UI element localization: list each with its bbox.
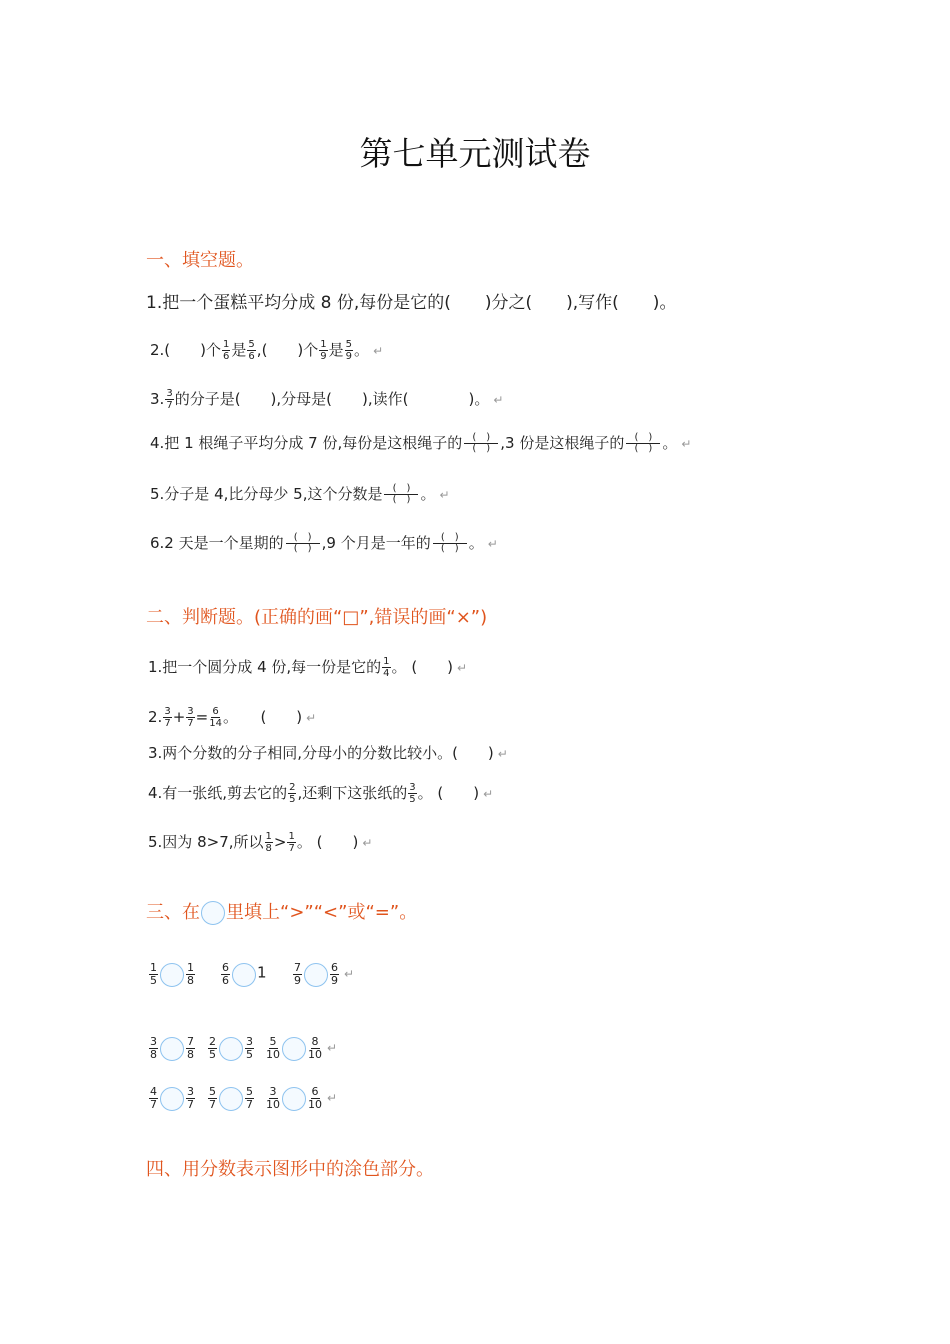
fraction: $\frac{2}{5}$ <box>289 782 296 805</box>
fraction: $\frac{1}{4}$ <box>383 656 390 679</box>
fraction: $\frac{3}{8}$ <box>150 1035 157 1062</box>
fraction: $\frac{3}{5}$ <box>246 1035 253 1062</box>
fill-question-6: 6.2 天是一个星期的 ( ) ( ) ,9 个月是一年的 ( ) ( ) 。 ↵ <box>150 532 498 554</box>
fraction: $\frac{3}{7}$ <box>187 706 194 729</box>
blank-fraction: ( ) ( ) <box>626 433 660 454</box>
fraction: $\frac{2}{5}$ <box>209 1035 216 1062</box>
return-mark-icon: ↵ <box>487 537 498 551</box>
number-one: 1 <box>257 963 267 982</box>
fraction: $\frac{6}{14}$ <box>209 706 222 729</box>
fraction: $\frac{5}{7}$ <box>246 1085 253 1112</box>
section-judge-title: 二、判断题。(正确的画“□”,错误的画“×”) <box>146 607 488 628</box>
compare-circle-input[interactable] <box>160 963 184 987</box>
return-mark-icon: ↵ <box>327 1040 338 1055</box>
fraction: $\frac{4}{7}$ <box>150 1085 157 1112</box>
fraction: $\frac{1}{6}$ <box>223 339 230 362</box>
return-mark-icon: ↵ <box>439 488 450 502</box>
fraction: $\frac{8}{10}$ <box>308 1035 322 1062</box>
fraction: $\frac{5}{10}$ <box>266 1035 280 1062</box>
fraction: $\frac{3}{5}$ <box>409 782 416 805</box>
fraction: $\frac{7}{9}$ <box>294 961 301 988</box>
return-mark-icon: ↵ <box>457 661 468 675</box>
section-shaded-title: 四、用分数表示图形中的涂色部分。 <box>146 1159 434 1180</box>
blank-fraction: ( ) ( ) <box>464 433 498 454</box>
judge-question-1: 1.把一个圆分成 4 份,每一份是它的 $\frac{1}{4}$ 。 ( ) ↵ <box>148 656 468 679</box>
circle-icon <box>201 901 225 925</box>
blank-fraction: ( ) ( ) <box>384 484 418 505</box>
return-mark-icon: ↵ <box>497 747 508 761</box>
blank-fraction: ( ) ( ) <box>433 533 467 554</box>
compare-circle-input[interactable] <box>232 963 256 987</box>
return-mark-icon: ↵ <box>306 711 317 725</box>
fraction: $\frac{3}{7}$ <box>166 388 173 411</box>
fill-question-5: 5.分子是 4,比分母少 5,这个分数是 ( ) ( ) 。 ↵ <box>150 483 450 505</box>
fraction: $\frac{1}{7}$ <box>288 831 295 854</box>
blank-fraction: ( ) ( ) <box>286 533 320 554</box>
judge-question-4: 4.有一张纸,剪去它的 $\frac{2}{5}$ ,还剩下这张纸的 $\frac{3}{5}$ 。 ( ) ↵ <box>148 782 494 805</box>
fill-question-4: 4.把 1 根绳子平均分成 7 份,每份是这根绳子的 ( ) ( ) ,3 份是这根绳子的 ( ) ( ) 。 ↵ <box>150 432 692 454</box>
section-compare-title: 三、在 里填上“>”“<”或“=”。 <box>146 902 418 923</box>
compare-item <box>148 1086 196 1111</box>
return-mark-icon: ↵ <box>362 836 373 850</box>
judge-question-5: 5.因为 8>7,所以 $\frac{1}{8}$ > $\frac{1}{7}$ 。 ( ) ↵ <box>148 831 373 854</box>
page-title: 第七单元测试卷 <box>359 134 591 173</box>
return-mark-icon: ↵ <box>373 344 384 358</box>
compare-item <box>207 1086 255 1111</box>
fraction: $\frac{1}{8}$ <box>265 831 272 854</box>
compare-item <box>265 1036 337 1061</box>
compare-circle-input[interactable] <box>304 963 328 987</box>
fraction: $\frac{1}{5}$ <box>150 961 157 988</box>
compare-item <box>148 962 196 987</box>
fraction: $\frac{3}{7}$ <box>187 1085 194 1112</box>
fraction: $\frac{5}{9}$ <box>345 339 353 362</box>
compare-circle-input[interactable] <box>160 1087 184 1111</box>
return-mark-icon: ↵ <box>483 787 494 801</box>
fraction: $\frac{3}{7}$ <box>164 706 171 729</box>
fraction: $\frac{3}{10}$ <box>266 1085 280 1112</box>
fraction: $\frac{6}{6}$ <box>222 961 229 988</box>
compare-item <box>148 1036 196 1061</box>
compare-item <box>292 962 354 987</box>
fraction: $\frac{6}{10}$ <box>308 1085 322 1112</box>
fill-question-3: 3. $\frac{3}{7}$ 的分子是( ),分母是( ),读作( )。 ↵ <box>150 388 504 411</box>
return-mark-icon: ↵ <box>344 966 355 981</box>
compare-circle-input[interactable] <box>219 1087 243 1111</box>
fraction: $\frac{5}{7}$ <box>209 1085 216 1112</box>
return-mark-icon: ↵ <box>681 437 692 451</box>
fraction: $\frac{5}{6}$ <box>248 339 255 362</box>
compare-circle-input[interactable] <box>219 1037 243 1061</box>
fill-question-1: 1.把一个蛋糕平均分成 8 份,每份是它的( )分之( ),写作( )。 <box>146 293 677 313</box>
section-fill-in-title: 一、填空题。 <box>146 250 254 271</box>
compare-item <box>220 962 267 987</box>
fraction: $\frac{7}{8}$ <box>187 1035 194 1062</box>
compare-circle-input[interactable] <box>160 1037 184 1061</box>
compare-item <box>265 1086 337 1111</box>
fraction: $\frac{6}{9}$ <box>331 961 338 988</box>
compare-item <box>207 1036 255 1061</box>
fraction: $\frac{1}{9}$ <box>320 339 327 362</box>
fraction: $\frac{1}{8}$ <box>187 961 194 988</box>
compare-circle-input[interactable] <box>282 1037 306 1061</box>
fill-question-2: 2.( )个 $\frac{1}{6}$ 是 $\frac{5}{6}$ ,( )个 $\frac{1}{9}$ 是 $\frac{5}{9}$ 。 ↵ <box>150 339 384 362</box>
judge-question-3: 3.两个分数的分子相同,分母小的分数比较小。( ) ↵ <box>148 744 508 762</box>
compare-circle-input[interactable] <box>282 1087 306 1111</box>
return-mark-icon: ↵ <box>327 1090 338 1105</box>
judge-question-2: 2. $\frac{3}{7}$ + $\frac{3}{7}$ = $\frac{6}{14}$ 。 ( ) ↵ <box>148 706 317 729</box>
return-mark-icon: ↵ <box>493 393 504 407</box>
